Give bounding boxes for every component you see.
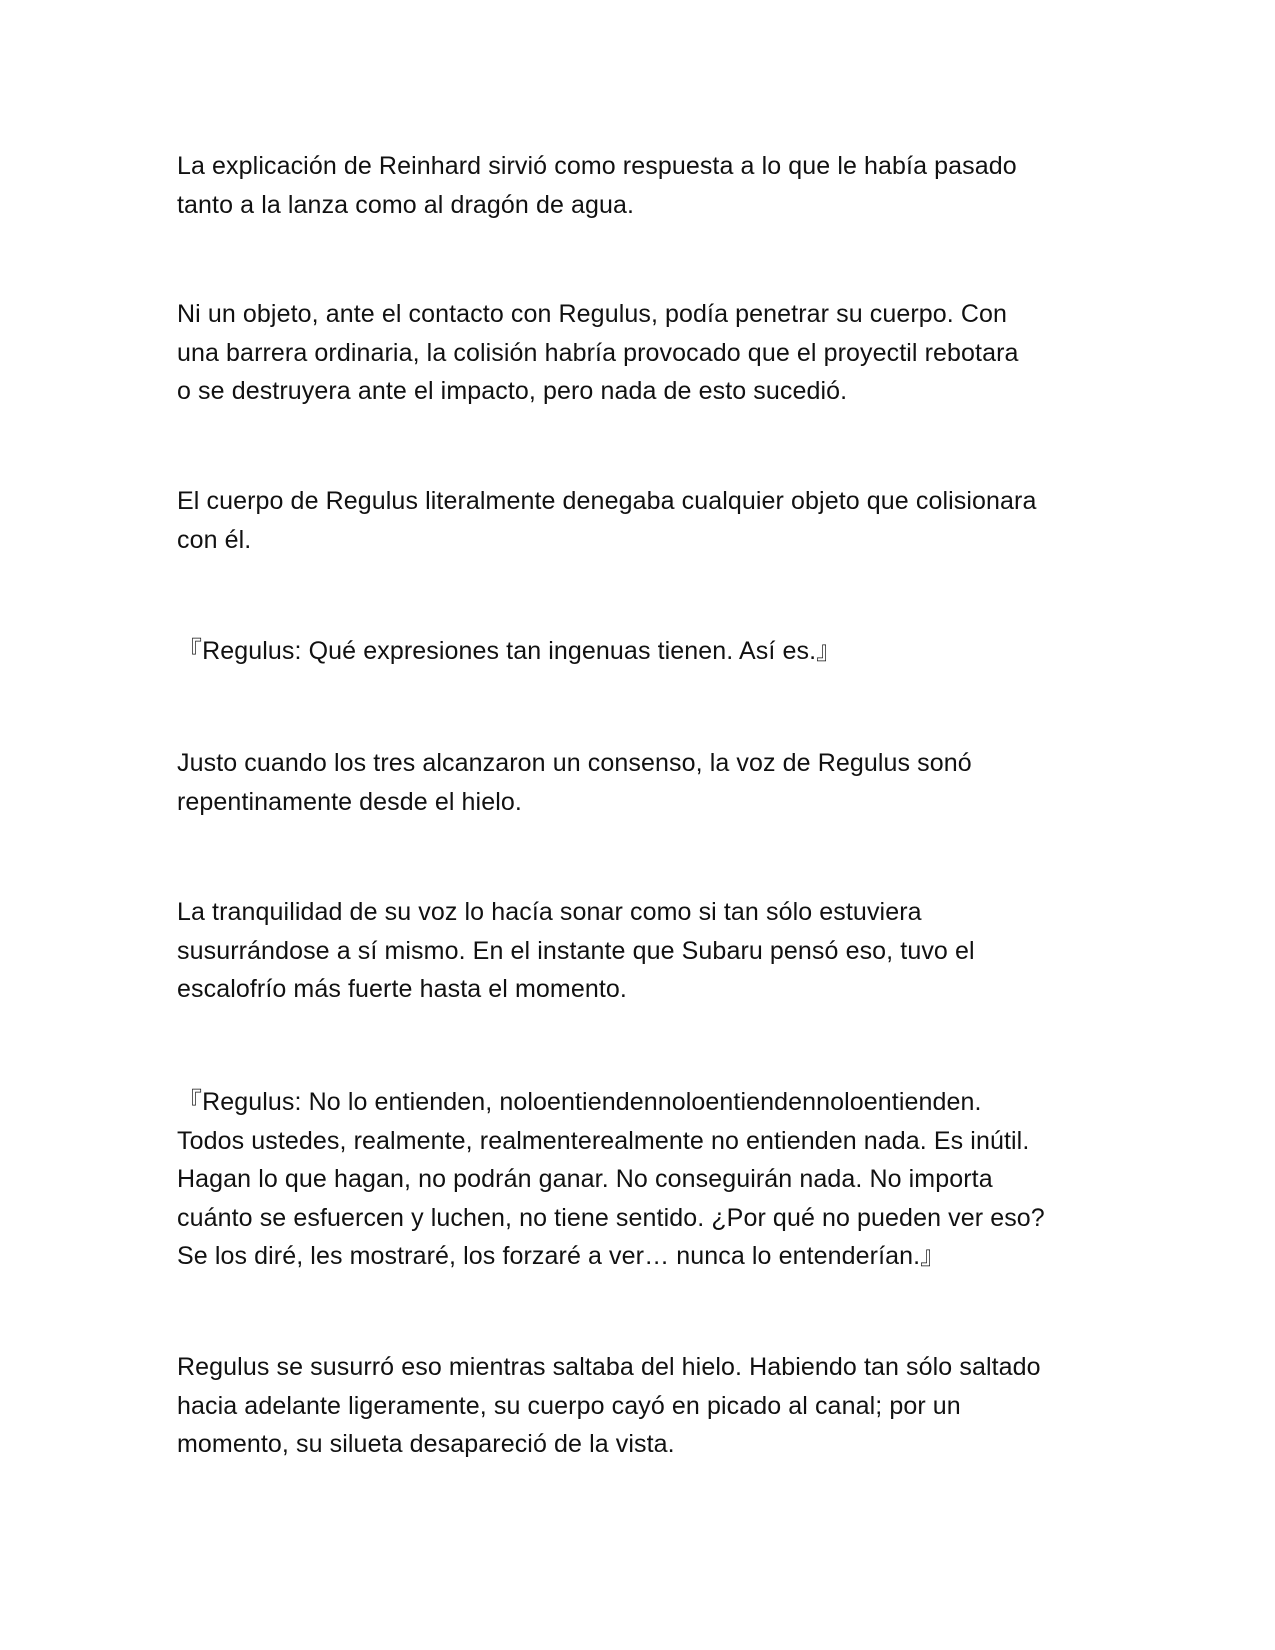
text-line: La explicación de Reinhard sirvió como respuesta a lo que le había pasado bbox=[177, 152, 1017, 180]
text-line: hacia adelante ligeramente, su cuerpo cayó en picado al canal; por un bbox=[177, 1391, 961, 1420]
text-line: escalofrío más fuerte hasta el momento. bbox=[177, 975, 627, 1003]
dialogue-paragraph bbox=[177, 1083, 1102, 1276]
paragraph bbox=[177, 147, 1102, 224]
dialogue-paragraph bbox=[177, 632, 1102, 671]
paragraph bbox=[177, 1348, 1102, 1464]
paragraph bbox=[177, 295, 1102, 411]
text-line: repentinamente desde el hielo. bbox=[177, 787, 522, 816]
paragraph bbox=[177, 482, 1102, 559]
text-line: una barrera ordinaria, la colisión habría provocado que el proyectil rebotara bbox=[177, 338, 1019, 367]
text-line: Ni un objeto, ante el contacto con Regulus, podía penetrar su cuerpo. Con bbox=[177, 300, 1008, 328]
text-line: Todos ustedes, realmente, realmenterealmente no entienden nada. Es inútil. bbox=[177, 1126, 1030, 1155]
text-line: Hagan lo que hagan, no podrán ganar. No conseguirán nada. No importa bbox=[177, 1165, 993, 1193]
text-line: El cuerpo de Regulus literalmente denegaba cualquier objeto que colisionara bbox=[177, 487, 1037, 515]
text-line: 『Regulus: No lo entienden, noloentiendennoloentiendennoloentienden. bbox=[177, 1088, 982, 1116]
paragraph bbox=[177, 893, 1102, 1009]
text-line: Justo cuando los tres alcanzaron un consenso, la voz de Regulus sonó bbox=[177, 749, 972, 777]
paragraph bbox=[177, 744, 1102, 821]
text-line: Se los diré, les mostraré, los forzaré a ver… nunca lo entenderían.』 bbox=[177, 1242, 946, 1270]
text-line: momento, su silueta desapareció de la vista. bbox=[177, 1430, 675, 1458]
text-line: cuánto se esfuercen y luchen, no tiene sentido. ¿Por qué no pueden ver eso? bbox=[177, 1203, 1045, 1232]
text-line: Regulus se susurró eso mientras saltaba del hielo. Habiendo tan sólo saltado bbox=[177, 1353, 1041, 1381]
text-line: La tranquilidad de su voz lo hacía sonar como si tan sólo estuviera bbox=[177, 898, 922, 926]
text-line: o se destruyera ante el impacto, pero nada de esto sucedió. bbox=[177, 377, 848, 405]
text-line: con él. bbox=[177, 525, 252, 554]
text-line: 『Regulus: Qué expresiones tan ingenuas tienen. Así es.』 bbox=[177, 637, 842, 665]
text-line: susurrándose a sí mismo. En el instante que Subaru pensó eso, tuvo el bbox=[177, 936, 975, 965]
text-line: tanto a la lanza como al dragón de agua. bbox=[177, 190, 635, 219]
